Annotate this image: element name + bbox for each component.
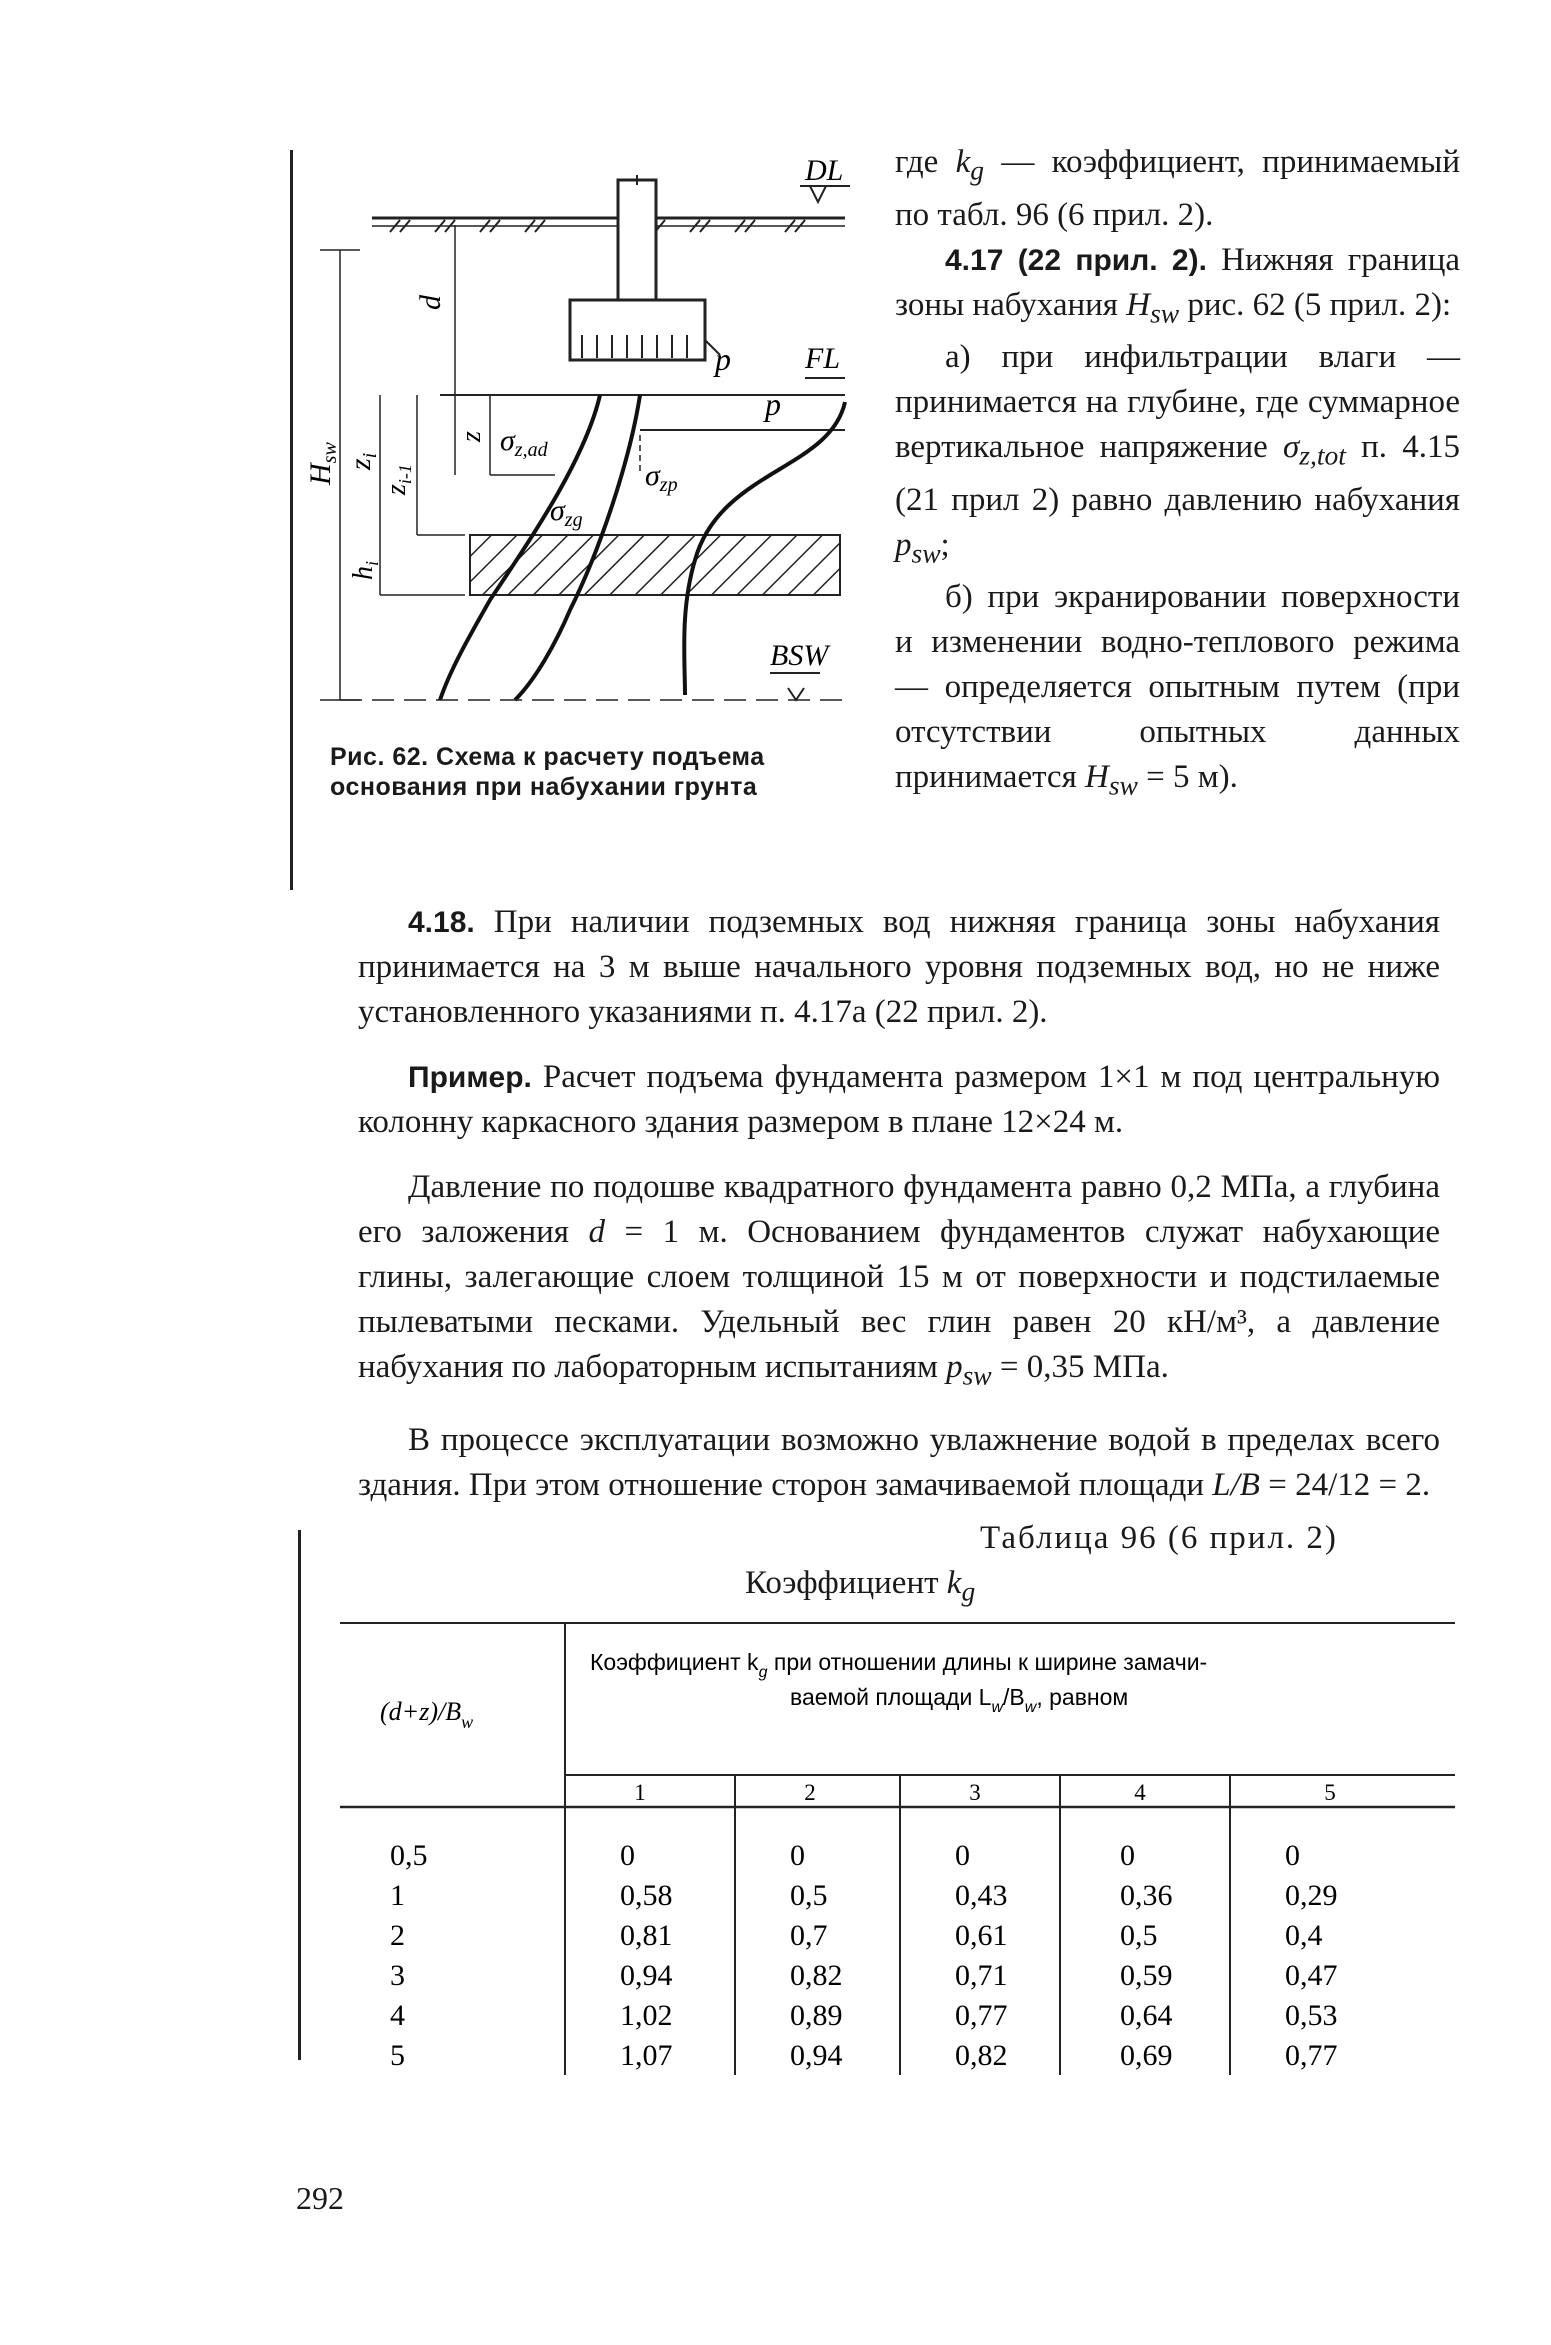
figure-62-diagram [300,140,880,740]
table-cell: 0,82 [790,1959,843,1992]
table-cell: 0,94 [620,1959,673,1992]
label-hsw: $H_{sw}$ [304,442,341,485]
table-subtitle: Коэффициент $k_g$ [745,1565,976,1607]
table-cell: 0,4 [1285,1919,1323,1952]
column-header: 3 [969,1780,981,1805]
label-zi1: $z_{i-1}$ [381,464,415,495]
paragraph-pressure: Давление по подошве квадратного фундамента равно 0,2 МПа, а глубина его заложения d = 1 м. Основанием фундаментов служат набухающие глины, залегающие слоем толщиной 15 м от поверхности и подстилаемые пылеватыми песками. Удельный вес глин равен 20 кН/м³, а давление набухания по лабораторным испытаниям $p_{sw} = 0,35$ МПа. [358,1169,1440,1391]
table-cell: 0,7 [790,1919,828,1952]
row-label: 0,5 [390,1839,428,1872]
table-cell: 0,77 [955,1999,1008,2032]
table-cell: 0 [955,1839,970,1872]
paragraph-example: Пример. Расчет подъема фундамента размером 1×1 м под центральную колонну каркасного здания размером в плане 12×24 м. [358,1059,1440,1140]
body-text [358,900,1440,1528]
paragraph-4-17-a: а) при инфильтрации влаги — принимается на глубине, где суммарное вертикальное напряжение $\sigma_{z,tot}$ п. 4.15 (21 прил 2) равно давлению набухания $p_{sw}$; [895,339,1460,569]
table-cell: 0,5 [1120,1919,1158,1952]
margin-bar-bottom [298,1530,301,2060]
column-header: 1 [634,1780,646,1805]
margin-bar-top [290,150,293,890]
label-fl: FL [805,342,841,375]
table-cell: 1,02 [620,1999,673,2032]
label-sigma-zg: $\sigma_{zg}$ [550,494,583,531]
table-cell: 0,81 [620,1919,673,1952]
foundation [570,180,705,360]
label-sigma-zp: $\sigma_{zp}$ [645,459,678,496]
table-cell: 0,36 [1120,1879,1173,1912]
table-cell: 0 [620,1839,635,1872]
table-cell: 0 [1285,1839,1300,1872]
table-cell: 1,07 [620,2039,673,2072]
table-cell: 0,89 [790,1999,843,2032]
table-cell: 0,77 [1285,2039,1338,2072]
page-number: 292 [296,2180,344,2216]
group-header-line1: Коэффициент $k_g$ при отношении длины к ширине замачи- [590,1649,1208,1681]
table-cell: 0,71 [955,1959,1008,1992]
row-label: 2 [390,1919,405,1952]
table-cell: 0,61 [955,1919,1008,1952]
row-label: 4 [390,1999,405,2032]
right-column [895,140,1460,808]
table-cell: 0,53 [1285,1999,1338,2032]
table-row [390,2039,1338,2072]
label-hi: $h_i$ [348,560,382,580]
table-cell: 0 [790,1839,805,1872]
table-cell: 0,59 [1120,1959,1173,1992]
table-cell: 0,69 [1120,2039,1173,2072]
row-label: 5 [390,2039,405,2072]
column-header: 4 [1134,1780,1146,1805]
column-header: 5 [1324,1780,1336,1805]
table-row [390,1839,1300,1872]
label-sigma-z-ad: $\sigma_{z,ad}$ [500,424,548,461]
label-p-load: p [715,341,731,377]
group-header-line2: ваемой площади $L_w/B_w$, равном [790,1684,1129,1716]
column-header: 2 [804,1780,816,1805]
table-title: Таблица 96 (6 прил. 2) [980,1520,1338,1556]
paragraph-4-17-b: б) при экранировании поверхности и изменении водно-теплового режима — определяется опытным путем (при отсутствии опытных данных принимается $H_{sw} = 5$ м). [895,579,1460,801]
table-cell: 0,58 [620,1879,673,1912]
row-label: 3 [390,1959,405,1992]
figure-caption: Рис. 62. Схема к расчету подъема основания при набухании грунта [330,743,765,801]
label-p: p [765,386,781,422]
table-cell: 0 [1120,1839,1135,1872]
table-cell: 0,47 [1285,1959,1338,1992]
row-label: 1 [390,1879,405,1912]
table-row [390,1999,1338,2032]
table-row [390,1879,1338,1912]
row-header: $(d+z)/B_w$ [380,1697,474,1732]
label-zi: $z_i$ [344,452,381,470]
table-cell: 0,64 [1120,1999,1173,2032]
ground-surface [372,218,845,232]
table-cell: 0,5 [790,1879,828,1912]
table-96 [340,1615,1460,2085]
table-cell: 0,43 [955,1879,1008,1912]
label-d: d [414,295,447,310]
paragraph-process: В процессе эксплуатации возможно увлажнение водой в пределах всего здания. При этом отношение сторон замачиваемой площади L/B = 24/12 = 2. [358,1421,1440,1503]
table-row [390,1959,1338,1992]
label-z: z [456,431,487,442]
table-row [390,1919,1323,1952]
label-bsw: BSW [770,639,829,672]
paragraph-4-18: 4.18. При наличии подземных вод нижняя граница зоны набухания принимается на 3 м выше начального уровня подземных вод, но не ниже установленного указаниями п. 4.17а (22 прил. 2). [358,904,1440,1030]
label-dl: DL [805,154,844,187]
table-cell: 0,82 [955,2039,1008,2072]
table-cell: 0,94 [790,2039,843,2072]
paragraph-kg-definition: где $k_g$ — коэффициент, принимаемый по табл. 96 (6 прил. 2). [895,144,1460,233]
table-cell: 0,29 [1285,1879,1338,1912]
paragraph-4-17: 4.17 (22 прил. 2). Нижняя граница зоны набухания $H_{sw}$ рис. 62 (5 прил. 2): [895,241,1461,329]
